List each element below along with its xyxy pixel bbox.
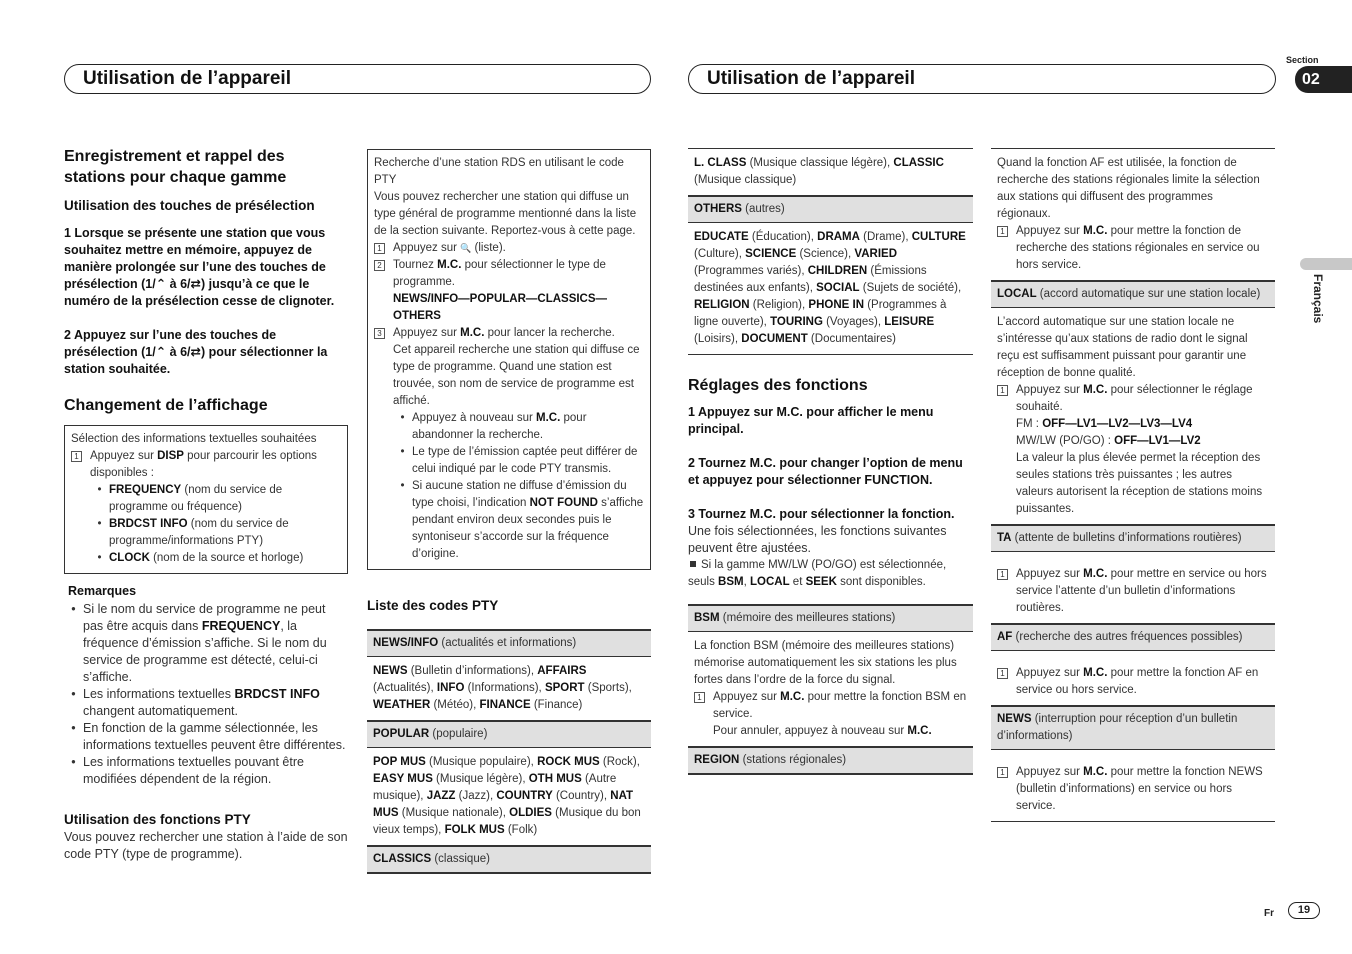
column-1 [64,146,348,863]
fn-step-2: 2 Tournez M.C. pour changer l’option de menu et appuyez pour sélectionner FUNCTION. [688,456,963,487]
subheading-preset-keys: Utilisation des touches de présélection [64,198,315,213]
pty-group-popular: POPULAR (populaire) [367,720,651,748]
right-page-title: Utilisation de l’appareil [688,64,1276,94]
option-frequency: • FREQUENCY (nom du service de programme ou fréquence) [97,484,283,513]
heading-pty: Utilisation des fonctions PTY [64,812,251,827]
fn-region-header: REGION (stations régionales) [688,746,973,775]
pty-group-others: OTHERS (autres) [688,195,973,223]
box-title: Sélection des informations textuelles souhaitées [71,433,317,445]
fn-local-body: L’accord automatique sur une station locale ne s’intéresse qu’aux stations de radio dont le signal reçu est suffisamment puissant pour garantir une réception de bonne qualité. 1 Appuyez sur M.C. pour sélectionner le réglage souhaité. FM : OFF—LV1—LV2—LV3—LV4 MW/LW (PO/GO) : OFF—LV1—LV2 La valeur la plus élevée permet la réception des seules stations très puissantes ; les autres valeurs autorisent la réception de stations moins puissantes. [997,316,1263,515]
pty-classics-items: L. CLASS (Musique classique légère), CLASSIC (Musique classique) [688,148,973,195]
remarks-list: • Si le nom du service de programme ne peut pas être acquis dans FREQUENCY, la fréquence d’émission s’affiche. Si le nom du service de programme est détecté, celui-ci s’affiche. • Les informations textuelles BRDCST INFO changent automatiquement. • En fonction de la gamme sélectionnée, les informations textuelles peuvent être différentes. • Les informations textuelles pouvant être modifiées dépendent de la région. [71,602,346,786]
fn-region-body: Quand la fonction AF est utilisée, la fonction de recherche des stations régionales limite la sélection aux stations qui diffusent des programmes régionaux. 1 Appuyez sur M.C. pour mettre la fonction de recherche des stations régionales en service ou hors service. [991,148,1275,280]
fn-af-body: 1 Appuyez sur M.C. pour mettre la fonction AF en service ou hors service. [991,651,1275,705]
fn-bsm-header: BSM (mémoire des meilleures stations) [688,604,973,632]
search-icon: 🔍 [460,243,472,253]
display-box [64,425,348,574]
step-1: 1 Lorsque se présente une station que vous souhaitez mettre en mémoire, appuyez de manière prolongée sur l’une des touches de présélection (1/⌃ à 6/⇄) jusqu’à ce que le numéro de la présélection cesse de clignoter. [64,226,335,308]
fn-af-header: AF (recherche des autres fréquences possibles) [991,623,1275,651]
pty-search-box: Recherche d’une station RDS en utilisant le code PTY Vous pouvez rechercher une station qui diffuse un type général de programme mentionné dans la liste de la section suivante. Reportez-vous à cette page. 1 Appuyez sur 🔍 (liste). 2 Tournez M.C. pour sélectionner le type de programme. NEWS/INFO—POPULAR—CLASSICS—OTHERS 3 Appuyez sur M.C. pour lancer la recherche. Cet appareil recherche une station qui diffuse ce type de programme. Quand une station est trouvée, son nom de service de programme est affiché. • Appuyez à nouveau sur M.C. pour abandonner la recherche. • Le type de l’émission captée peut différer de celui indiqué par le code PTY transmis. • Si aucune station ne diffuse d’émission du type choisi, l’indication NOT FOUND s’affiche pendant environ deux secondes puis le syntoniseur s’accorde sur la fréquence d’origine. [367,149,651,570]
heading-display: Changement de l’affichage [64,397,268,414]
fn-step-1: 1 Appuyez sur M.C. pour afficher le menu principal. [688,405,934,436]
heading-presets: Enregistrement et rappel des stations pour chaque gamme [64,148,287,186]
fn-local-header: LOCAL (accord automatique sur une station locale) [991,280,1275,308]
remarks-title: Remarques [68,584,137,598]
fn-step-3-desc: Une fois sélectionnées, les fonctions suivantes peuvent être ajustées. [688,524,947,555]
option-clock: • CLOCK (nom de la source et horloge) [97,552,304,564]
fn-ta-body: 1 Appuyez sur M.C. pour mettre en service ou hors service l’attente d’un bulletin d’informations routières. [991,552,1275,623]
fn-news-body: 1 Appuyez sur M.C. pour mettre la fonction NEWS (bulletin d’informations) en service ou hors service. [991,750,1275,822]
fn-news-header: NEWS (interruption pour réception d’un bulletin d’informations) [991,705,1275,750]
pty-news-items: NEWS (Bulletin d’informations), AFFAIRS (Actualités), INFO (Informations), SPORT (Sports), WEATHER (Météo), FINANCE (Finance) [373,665,632,711]
fn-bsm-body: La fonction BSM (mémoire des meilleures stations) mémorise automatiquement les six stations les plus fortes dans l’ordre de la force du signal. 1 Appuyez sur M.C. pour mettre la fonction BSM en service. Pour annuler, appuyez à nouveau sur M.C. [694,640,967,737]
heading-functions: Réglages des fonctions [688,377,868,394]
option-brdcst-info: • BRDCST INFO (nom du service de programme/informations PTY) [97,518,289,547]
pty-group-classics: CLASSICS (classique) [367,845,651,874]
box-step: 1 Appuyez sur DISP pour parcourir les options disponibles : [71,448,341,482]
pty-others-items: EDUCATE (Éducation), DRAMA (Drame), CULTURE (Culture), SCIENCE (Science), VARIED (Programmes variés), CHILDREN (Émissions destinées aux enfants), SOCIAL (Sujets de société), RELIGION (Religion), PHONE IN (Programmes à ligne ouverte), TOURING (Voyages), LEISURE (Loisirs), DOCUMENT (Documentaires) [688,223,973,355]
column-2 [367,149,651,874]
column-4 [991,148,1275,822]
footer-language: Fr [1264,908,1274,919]
pty-group-news: NEWS/INFO (actualités et informations) [367,629,651,657]
language-tab [1300,258,1352,270]
column-3 [688,148,973,775]
section-number-badge: 02 [1295,66,1352,93]
fn-band-note: Si la gamme MW/LW (PO/GO) est sélectionnée, seuls BSM, LOCAL et SEEK sont disponibles. [688,559,947,588]
fn-step-3: 3 Tournez M.C. pour sélectionner la fonction. [688,507,955,521]
left-page-title: Utilisation de l’appareil [64,64,651,94]
pty-intro: Vous pouvez rechercher une station à l’aide de son code PTY (type de programme). [64,830,348,861]
step-number: 1 [71,451,82,462]
language-label: Français [1311,274,1325,324]
fn-ta-header: TA (attente de bulletins d’informations routières) [991,524,1275,552]
section-label: Section [1286,55,1319,65]
pty-popular-items: POP MUS (Musique populaire), ROCK MUS (Rock), EASY MUS (Musique légère), OTH MUS (Autre musique), JAZZ (Jazz), COUNTRY (Country), NAT MUS (Musique nationale), OLDIES (Musique du bon vieux temps), FOLK MUS (Folk) [373,756,641,836]
page-number: 19 [1288,902,1320,919]
heading-pty-list: Liste des codes PTY [367,598,499,613]
step-2: 2 Appuyez sur l’une des touches de présélection (1/⌃ à 6/⇄) pour sélectionner la station souhaitée. [64,328,328,376]
